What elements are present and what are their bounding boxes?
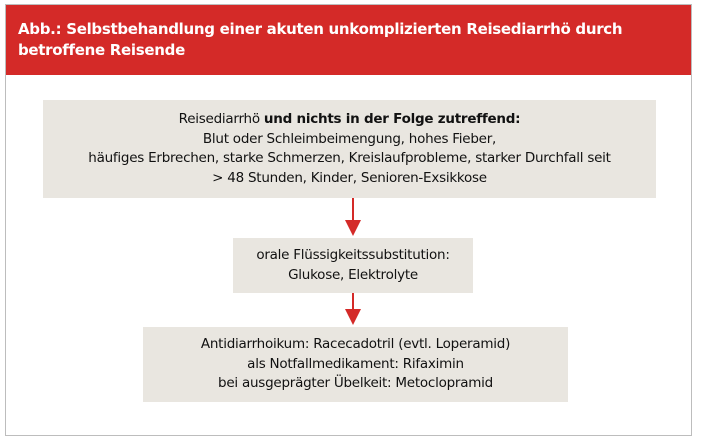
figure	[5, 4, 692, 436]
condition-line-3: häufiges Erbrechen, starke Schmerzen, Kreislaufprobleme, starker Durchfall seit	[88, 150, 611, 166]
medication-line-3: bei ausgeprägter Übelkeit: Metoclopramid	[218, 375, 493, 391]
fluid-line-2: Glukose, Elektrolyte	[288, 266, 418, 283]
condition-heading-normal: Reisediarrhö	[178, 111, 264, 127]
condition-heading-bold: und nichts in der Folge zutreffend:	[263, 111, 521, 127]
fluid-line-1: orale Flüssigkeitssubstitution:	[256, 247, 450, 263]
arrow-down-icon	[345, 198, 361, 238]
title-line-2: betroffene Reisende	[18, 41, 185, 59]
condition-line-4: > 48 Stunden, Kinder, Senioren-Exsikkose	[212, 169, 487, 186]
title-line-1: Abb.: Selbstbehandlung einer akuten unkomplizierten Reisediarrhö durch	[18, 20, 623, 38]
figure-title	[6, 5, 691, 75]
medication-box	[143, 327, 568, 402]
condition-heading	[43, 110, 656, 130]
medication-line-1: Antidiarrhoikum: Racecadotril (evtl. Loperamid)	[200, 336, 511, 352]
fluid-substitution-box	[233, 238, 473, 293]
condition-box	[43, 100, 656, 198]
medication-line-2: als Notfallmedikament: Rifaximin	[247, 355, 464, 372]
condition-line-2: Blut oder Schleimbeimengung, hohes Fieber,	[202, 130, 497, 147]
arrow-down-icon	[345, 293, 361, 327]
